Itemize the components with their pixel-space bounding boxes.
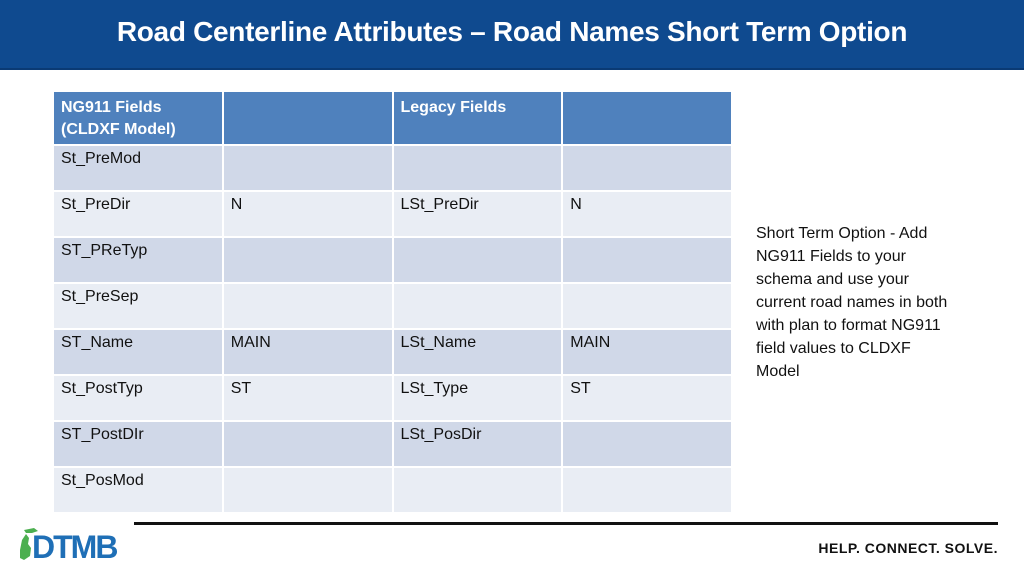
table-cell: ST_Name (53, 329, 223, 375)
table-cell: N (223, 191, 393, 237)
svg-text:DTMB: DTMB (32, 529, 117, 564)
header-cell-legacy (393, 91, 563, 145)
table-cell: LSt_PreDir (393, 191, 563, 237)
dtmb-logo-icon (16, 522, 124, 564)
table-cell (562, 145, 732, 191)
table-cell (223, 421, 393, 467)
table-cell (562, 283, 732, 329)
table-cell (393, 145, 563, 191)
table-cell: ST_PReTyp (53, 237, 223, 283)
table-cell: St_PreSep (53, 283, 223, 329)
table-cell (223, 283, 393, 329)
table-row (53, 191, 732, 237)
side-note: Short Term Option - Add NG911 Fields to your schema and use your current road names in both with plan to format NG911 field values to CLDXF Model (756, 225, 948, 380)
field-mapping-table (52, 90, 733, 514)
table-cell: LSt_PosDir (393, 421, 563, 467)
header-cell-blank-1 (223, 91, 393, 145)
table-cell: ST (562, 375, 732, 421)
table-row (53, 421, 732, 467)
table-row (53, 329, 732, 375)
table-cell (562, 421, 732, 467)
table-cell (393, 467, 563, 513)
table-cell (223, 145, 393, 191)
table-row (53, 283, 732, 329)
table-cell: N (562, 191, 732, 237)
table-cell (393, 237, 563, 283)
title-bar (0, 0, 1024, 70)
table-cell (562, 467, 732, 513)
table-cell (223, 467, 393, 513)
header-cell-ng911 (53, 91, 223, 145)
table-cell: St_PreMod (53, 145, 223, 191)
table-cell: St_PostTyp (53, 375, 223, 421)
table-cell (393, 283, 563, 329)
header-label: Legacy Fields (400, 99, 507, 116)
table-cell: MAIN (223, 329, 393, 375)
table-cell: ST (223, 375, 393, 421)
header-cell-blank-2 (562, 91, 732, 145)
table-row (53, 237, 732, 283)
table-row (53, 145, 732, 191)
slide-title: Road Centerline Attributes – Road Names Short Term Option (116, 16, 908, 47)
table-cell: ST_PostDIr (53, 421, 223, 467)
table-cell: St_PosMod (53, 467, 223, 513)
table-row (53, 467, 732, 513)
footer-tagline: HELP. CONNECT. SOLVE. (818, 540, 998, 556)
table-cell: LSt_Name (393, 329, 563, 375)
table-cell: St_PreDir (53, 191, 223, 237)
header-label: NG911 Fields (CLDXF Model) (61, 99, 176, 138)
table-row (53, 375, 732, 421)
table-cell (562, 237, 732, 283)
table-cell (223, 237, 393, 283)
table-cell: MAIN (562, 329, 732, 375)
table-cell: LSt_Type (393, 375, 563, 421)
table-header-row (53, 91, 732, 145)
footer-divider (134, 522, 998, 525)
dtmb-logo (16, 522, 124, 564)
